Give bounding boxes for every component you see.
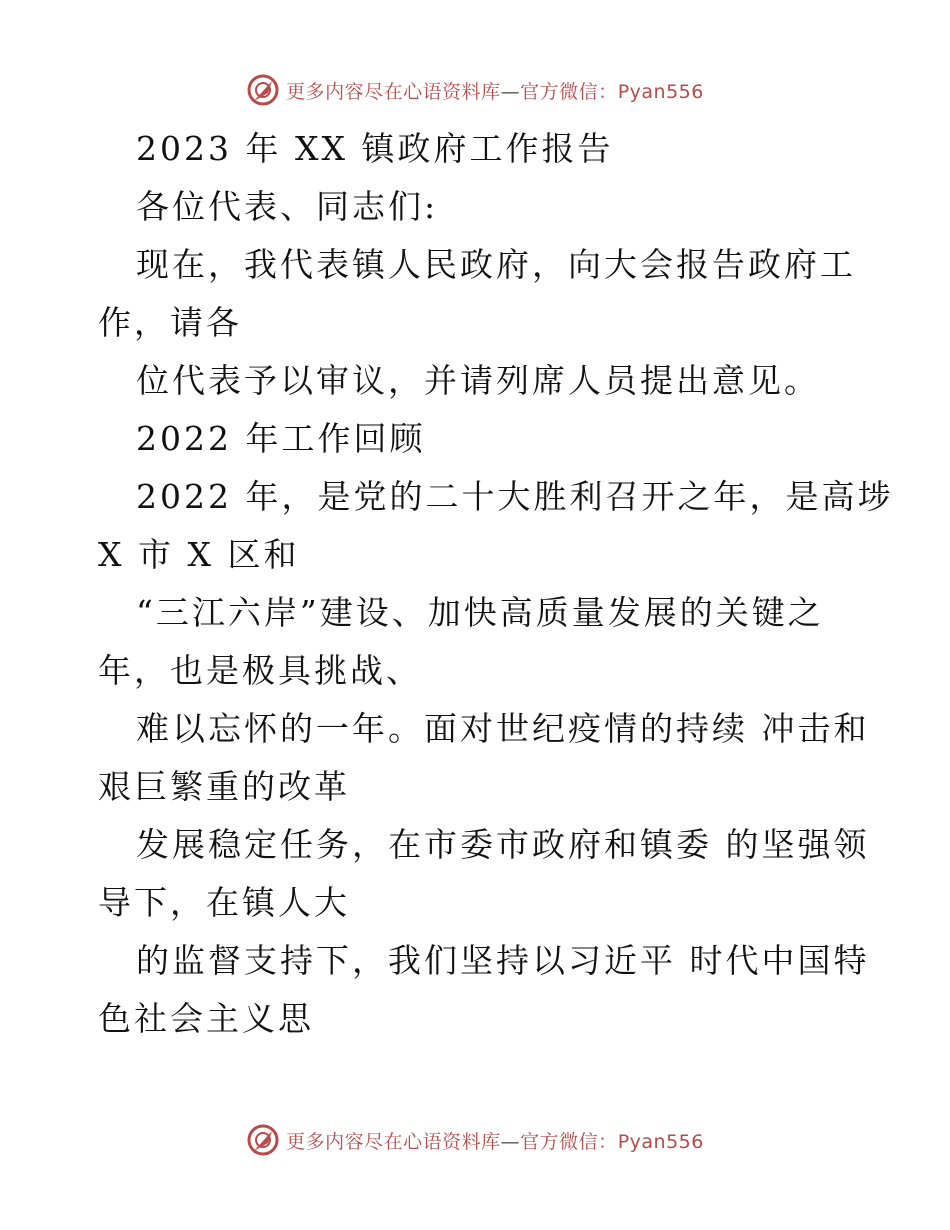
document-line: 艰巨繁重的改革 [98, 767, 350, 806]
document-line: 2022 年，是党的二十大胜利召开之年，是高埗 [136, 477, 894, 516]
document-line: 年，也是极具挑战、 [98, 651, 422, 690]
banner-text [286, 1127, 704, 1154]
header-banner [0, 70, 950, 110]
banner-wechat-id: Pyan556 [617, 1130, 704, 1153]
document-line: 2023 年 XX 镇政府工作报告 [136, 129, 614, 168]
document-line: 位代表予以审议，并请列席人员提出意见。 [136, 361, 820, 400]
document-line: 的监督支持下，我们坚持以习近平 时代中国特 [136, 941, 870, 980]
document-line: 2022 年工作回顾 [136, 419, 426, 458]
document-line: 发展稳定任务，在市委市政府和镇委 的坚强领 [136, 825, 870, 864]
banner-wechat-label: 官方微信： [520, 1130, 618, 1153]
banner-separator: — [500, 80, 521, 103]
document-line: 导下，在镇人大 [98, 883, 350, 922]
banner-wechat-label: 官方微信： [520, 80, 618, 103]
banner-wechat-id: Pyan556 [617, 80, 704, 103]
quill-logo-icon [246, 1123, 280, 1157]
banner-site-text: 更多内容尽在心语资料库 [286, 80, 501, 103]
banner-separator: — [500, 1130, 521, 1153]
document-line: X 市 X 区和 [98, 535, 300, 574]
document-line: 作，请各 [98, 303, 242, 342]
quill-logo-icon [246, 73, 280, 107]
document-line: 难以忘怀的一年。面对世纪疫情的持续 冲击和 [136, 709, 870, 748]
document-line: 各位代表、同志们: [136, 187, 439, 226]
banner-text [286, 77, 704, 104]
document-body [98, 120, 894, 1048]
banner-site-text: 更多内容尽在心语资料库 [286, 1130, 501, 1153]
document-line: “三江六岸”建设、加快高质量发展的关键之 [136, 593, 824, 632]
document-line: 色社会主义思 [98, 999, 314, 1038]
document-line: 现在，我代表镇人民政府，向大会报告政府工 [136, 245, 856, 284]
footer-banner [0, 1120, 950, 1160]
